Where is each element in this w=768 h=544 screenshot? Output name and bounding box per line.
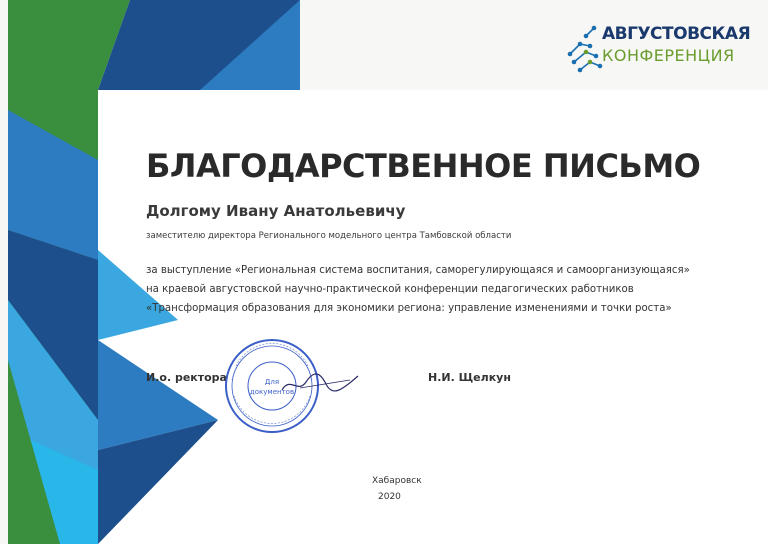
page-title: БЛАГОДАРСТВЕННОЕ ПИСЬМО <box>146 147 701 185</box>
stamp-text-1: Для <box>264 378 280 386</box>
logo-text-line2: КОНФЕРЕНЦИЯ <box>602 46 735 65</box>
body-line-2: на краевой августовской научно-практической конференции педагогических работников <box>146 284 634 295</box>
recipient-position: заместителю директора Регионального модельного центра Тамбовской области <box>146 231 512 241</box>
body-line-3: «Трансформация образования для экономики региона: управление изменениями и точки роста» <box>146 303 672 314</box>
stamp-text-2: документов <box>249 388 295 396</box>
card-light-wedge <box>98 250 178 340</box>
body-line-1: за выступление «Региональная система воспитания, саморегулирующаяся и самоорганизующаяся» <box>146 265 690 276</box>
city-label: Хабаровск <box>372 476 422 486</box>
recipient-name: Долгому Ивану Анатольевичу <box>146 202 406 220</box>
year-label: 2020 <box>378 492 401 502</box>
signatory-name: Н.И. Щелкун <box>428 371 511 384</box>
handwritten-signature-icon <box>280 368 360 398</box>
logo-text-line1: АВГУСТОВСКАЯ <box>602 24 751 44</box>
signatory-role: И.о. ректора <box>146 371 227 384</box>
